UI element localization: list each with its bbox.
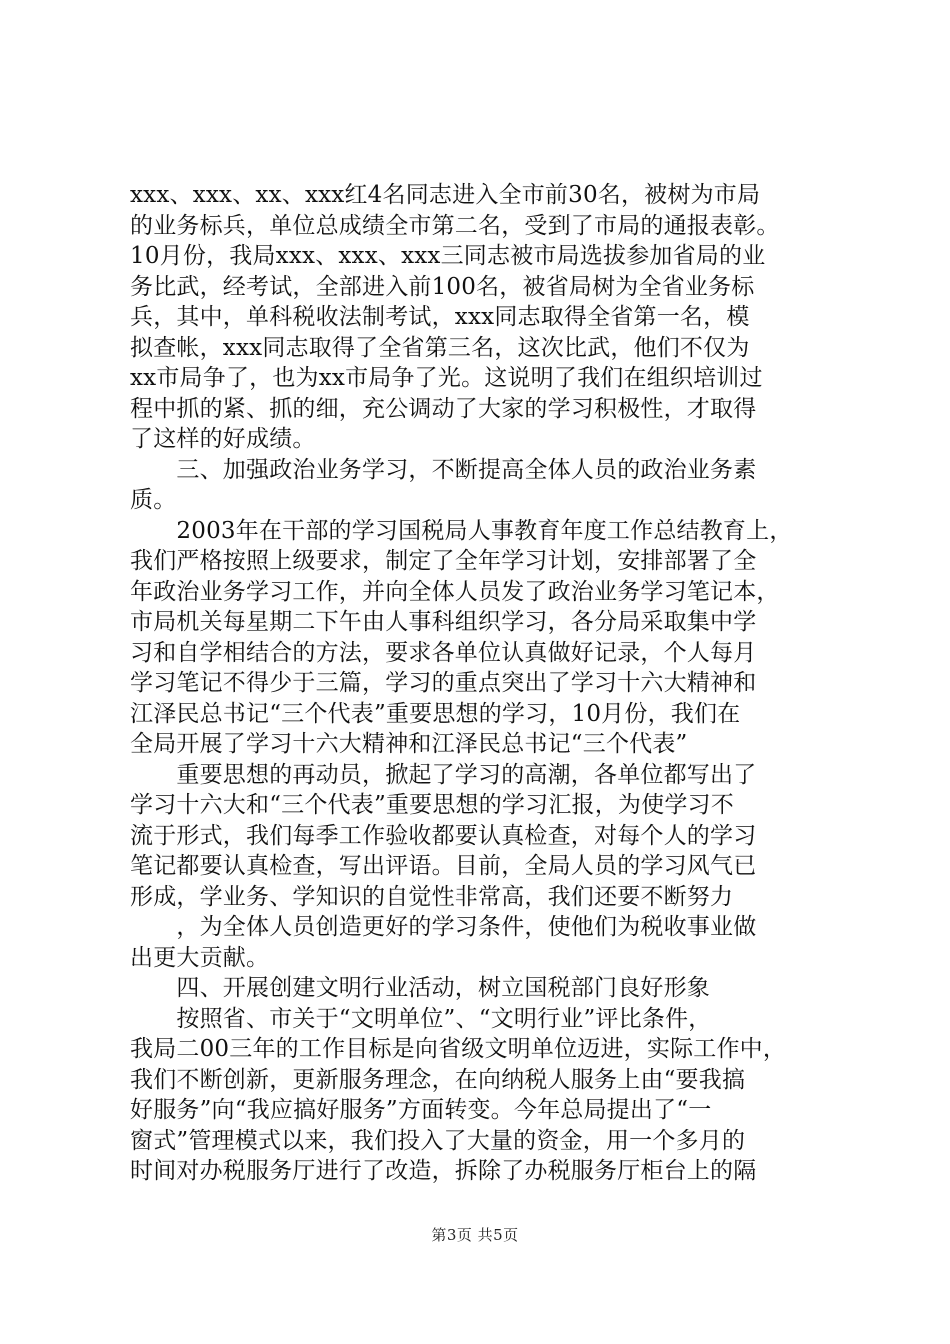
text-line: 学习十六大和“三个代表”重要思想的学习汇报，为使学习不 <box>130 792 734 818</box>
text-line: 我们严格按照上级要求，制定了全年学习计划，安排部署了全 <box>130 548 757 574</box>
text-line: xx市局争了，也为xx市局争了光。这说明了我们在组织培训过 <box>130 365 763 391</box>
text-line: 江泽民总书记“三个代表”重要思想的学习，10月份，我们在 <box>130 700 741 727</box>
text-line: ，为全体人员创造更好的学习条件，使他们为税收事业做 <box>130 914 757 940</box>
section-heading-3: 三、加强政治业务学习，不断提高全体人员的政治业务素 <box>130 456 757 483</box>
text-line: 笔记都要认真检查，写出评语。目前，全局人员的学习风气已 <box>130 853 757 879</box>
text-line: 程中抓的紧、抓的细，充公调动了大家的学习积极性，才取得 <box>130 395 757 422</box>
text-line: 按照省、市关于“文明单位”、“文明行业”评比条件， <box>130 1005 712 1032</box>
text-line: 好服务”向“我应搞好服务”方面转变。今年总局提出了“一 <box>130 1097 712 1123</box>
text-line: 市局机关每星期二下午由人事科组织学习，各分局采取集中学 <box>130 609 757 635</box>
text-line: xxx、xxx、xx、xxx红4名同志进入全市前30名，被树为市局 <box>130 182 761 208</box>
text-line: 10月份，我局xxx、xxx、xxx三同志被市局选拔参加省局的业 <box>130 243 766 269</box>
section-heading-4: 四、开展创建文明行业活动，树立国税部门良好形象 <box>130 975 710 1001</box>
text-line: 的业务标兵，单位总成绩全市第二名，受到了市局的通报表彰。 <box>130 212 780 239</box>
text-line: 窗式”管理模式以来，我们投入了大量的资金，用一个多月的 <box>130 1127 746 1154</box>
text-line: 习和自学相结合的方法，要求各单位认真做好记录，个人每月 <box>130 639 757 666</box>
text-line: 我局二00三年的工作目标是向省级文明单位迈进，实际工作中， <box>130 1036 787 1062</box>
text-line: 重要思想的再动员，掀起了学习的高潮，各单位都写出了 <box>130 761 757 788</box>
text-line: 时间对办税服务厅进行了改造，拆除了办税服务厅柜台上的隔 <box>130 1158 757 1184</box>
text-line: 我们不断创新，更新服务理念，在向纳税人服务上由“要我搞 <box>130 1066 746 1093</box>
section-heading-3-cont: 质。 <box>130 487 177 513</box>
text-line: 全局开展了学习十六大精神和江泽民总书记“三个代表” <box>130 731 688 757</box>
text-line: 形成，学业务、学知识的自觉性非常高，我们还要不断努力 <box>130 883 734 910</box>
text-line: 流于形式，我们每季工作验收都要认真检查，对每个人的学习 <box>130 822 757 849</box>
text-line: 了这样的好成绩。 <box>130 426 316 452</box>
text-line: 年政治业务学习工作，并向全体人员发了政治业务学习笔记本， <box>130 578 780 605</box>
text-line: 务比武，经考试，全部进入前100名，被省局树为全省业务标 <box>130 273 755 300</box>
text-line: 2003年在干部的学习国税局人事教育年度工作总结教育上， <box>130 517 793 544</box>
text-line: 拟查帐，xxx同志取得了全省第三名，这次比武，他们不仅为 <box>130 334 750 361</box>
text-line: 出更大贡献。 <box>130 944 270 971</box>
text-line: 学习笔记不得少于三篇，学习的重点突出了学习十六大精神和 <box>130 670 757 696</box>
text-line: 兵，其中，单科税收法制考试，xxx同志取得全省第一名，模 <box>130 304 750 330</box>
page-number-footer: 第3页 共5页 <box>431 1225 519 1244</box>
